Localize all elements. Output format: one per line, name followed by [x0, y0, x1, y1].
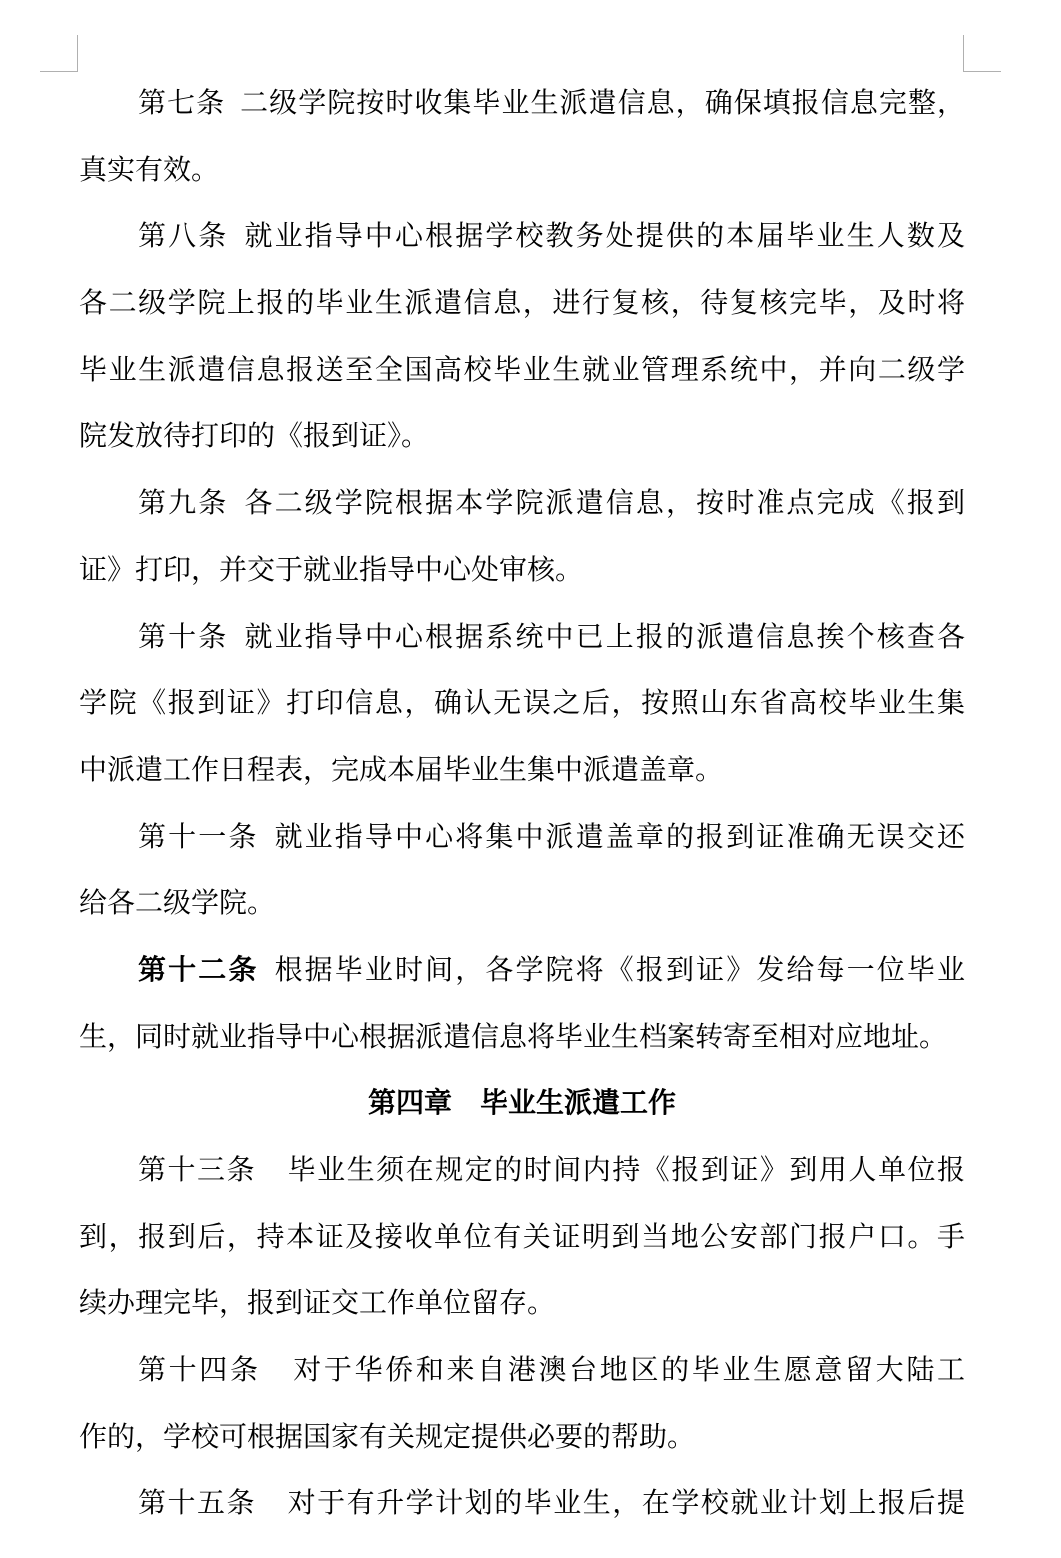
chapter-heading: 第四章 毕业生派遣工作 — [367, 1086, 676, 1120]
article-paragraph — [79, 1337, 965, 1470]
article-label: 第八条 — [138, 219, 229, 253]
line-text: 中派遣工作日程表，完成本届毕业生集中派遣盖章。 — [79, 752, 724, 786]
text-line — [79, 403, 965, 470]
corner-line — [77, 35, 78, 72]
text-line — [79, 270, 965, 337]
text-line — [79, 1337, 965, 1404]
line-text: 对于华侨和来自港澳台地区的毕业生愿意留大陆工 — [290, 1353, 965, 1387]
text-line — [79, 670, 965, 737]
article-paragraph — [79, 1137, 965, 1337]
article-paragraph — [79, 604, 965, 804]
line-text: 给各二级学院。 — [79, 886, 276, 920]
article-paragraph — [79, 70, 965, 203]
line-text: 对于有升学计划的毕业生，在学校就业计划上报后提 — [286, 1486, 965, 1520]
document-body — [79, 70, 965, 1537]
text-line — [79, 137, 965, 204]
line-text: 毕业生须在规定的时间内持《报到证》到用人单位报 — [286, 1153, 965, 1186]
article-label: 第七条 — [138, 86, 226, 119]
text-line — [79, 804, 965, 871]
article-label: 第九条 — [138, 486, 229, 520]
line-text: 院发放待打印的《报到证》。 — [79, 419, 430, 453]
article-paragraph — [79, 203, 965, 470]
article-label: 第十五条 — [138, 1486, 257, 1520]
article-label: 第十条 — [138, 619, 229, 653]
line-text: 就业指导中心根据系统中已上报的派遣信息挨个核查各 — [242, 619, 965, 653]
article-paragraph — [79, 1470, 965, 1537]
line-text: 各二级学院上报的毕业生派遣信息，进行复核，待复核完毕，及时将 — [79, 286, 965, 320]
line-text: 各二级学院根据本学院派遣信息，按时准点完成《报到 — [242, 486, 965, 520]
line-text: 就业指导中心根据学校教务处提供的本届毕业生人数及 — [242, 219, 965, 253]
text-line — [79, 337, 965, 404]
line-text: 毕业生派遣信息报送至全国高校毕业生就业管理系统中，并向二级学 — [79, 352, 965, 386]
article-label: 第十二条 — [138, 952, 259, 986]
line-text: 根据毕业时间，各学院将《报到证》发给每一位毕业 — [272, 952, 965, 986]
article-label: 第十一条 — [138, 819, 259, 853]
article-label: 第十四条 — [138, 1353, 261, 1387]
article-label: 第十三条 — [138, 1153, 257, 1186]
text-line — [79, 1004, 965, 1071]
corner-line — [963, 71, 1001, 72]
text-line — [79, 537, 965, 604]
article-paragraph — [79, 937, 965, 1070]
text-line — [79, 203, 965, 270]
corner-line — [963, 35, 964, 72]
line-text: 证》打印，并交于就业指导中心处审核。 — [79, 552, 584, 586]
corner-line — [40, 71, 78, 72]
text-line — [79, 470, 965, 537]
text-line — [79, 1270, 965, 1337]
text-line — [79, 1204, 965, 1271]
text-line — [79, 1137, 965, 1204]
line-text: 作的，学校可根据国家有关规定提供必要的帮助。 — [79, 1419, 696, 1453]
line-text: 二级学院按时收集毕业生派遣信息，确保填报信息完整， — [239, 86, 965, 119]
text-line — [79, 870, 965, 937]
text-line — [79, 737, 965, 804]
line-text: 续办理完毕，报到证交工作单位留存。 — [79, 1286, 556, 1320]
line-text: 到，报到后，持本证及接收单位有关证明到当地公安部门报户口。手 — [79, 1219, 965, 1253]
text-line — [79, 604, 965, 671]
text-line — [79, 1470, 965, 1537]
line-text: 真实有效。 — [79, 152, 220, 186]
text-line — [79, 937, 965, 1004]
text-line — [79, 70, 965, 137]
text-line — [79, 1404, 965, 1471]
article-paragraph — [79, 804, 965, 937]
line-text: 就业指导中心将集中派遣盖章的报到证准确无误交还 — [272, 819, 965, 853]
line-text: 生，同时就业指导中心根据派遣信息将毕业生档案转寄至相对应地址。 — [79, 1019, 948, 1053]
line-text: 学院《报到证》打印信息，确认无误之后，按照山东省高校毕业生集 — [79, 686, 965, 720]
article-paragraph — [79, 470, 965, 603]
